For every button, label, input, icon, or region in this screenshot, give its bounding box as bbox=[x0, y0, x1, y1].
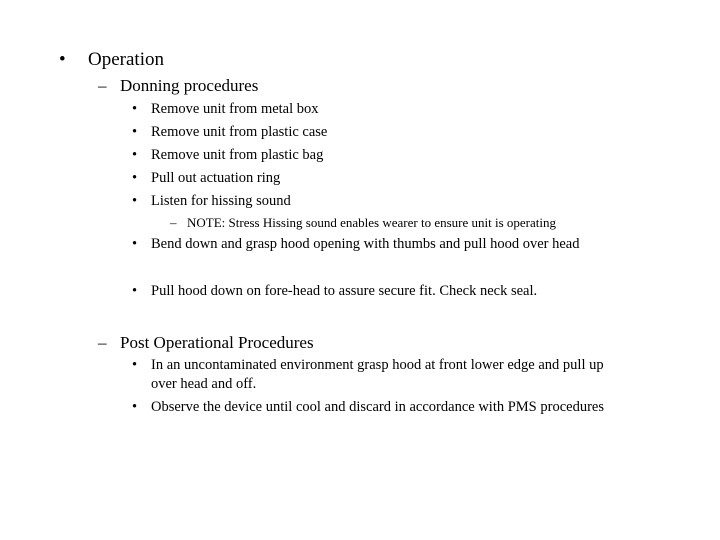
list-item: Observe the device until cool and discard in accordance with PMS procedures bbox=[151, 399, 604, 415]
bullet-marker: • bbox=[132, 283, 138, 299]
bullet-marker: • bbox=[132, 357, 138, 373]
bullet-marker: • bbox=[132, 399, 138, 415]
bullet-marker: • bbox=[132, 101, 138, 117]
list-item: Bend down and grasp hood opening with thumbs and pull hood over head bbox=[151, 236, 580, 252]
bullet-marker: • bbox=[132, 236, 138, 252]
dash-marker: – bbox=[98, 333, 107, 352]
list-item: Remove unit from metal box bbox=[151, 101, 319, 117]
bullet-marker: • bbox=[132, 147, 138, 163]
list-item-continuation: over head and off. bbox=[151, 376, 257, 392]
dash-marker: – bbox=[98, 76, 107, 95]
note-text: NOTE: Stress Hissing sound enables wearer to ensure unit is operating bbox=[187, 215, 556, 230]
slide-title: Operation bbox=[88, 49, 164, 70]
bullet-marker: • bbox=[132, 193, 138, 209]
section-heading-post-operational: Post Operational Procedures bbox=[120, 333, 314, 352]
section-heading-donning: Donning procedures bbox=[120, 76, 259, 95]
dash-marker: – bbox=[170, 215, 177, 230]
list-item: Listen for hissing sound bbox=[151, 193, 291, 209]
bullet-marker: • bbox=[132, 170, 138, 186]
list-item: Pull out actuation ring bbox=[151, 170, 281, 186]
list-item: In an uncontaminated environment grasp hood at front lower edge and pull up bbox=[151, 357, 604, 373]
bullet-marker: • bbox=[132, 124, 138, 140]
bullet-marker: • bbox=[59, 49, 66, 70]
list-item: Remove unit from plastic case bbox=[151, 124, 328, 140]
list-item: Remove unit from plastic bag bbox=[151, 147, 324, 163]
list-item: Pull hood down on fore-head to assure secure fit. Check neck seal. bbox=[151, 283, 538, 299]
